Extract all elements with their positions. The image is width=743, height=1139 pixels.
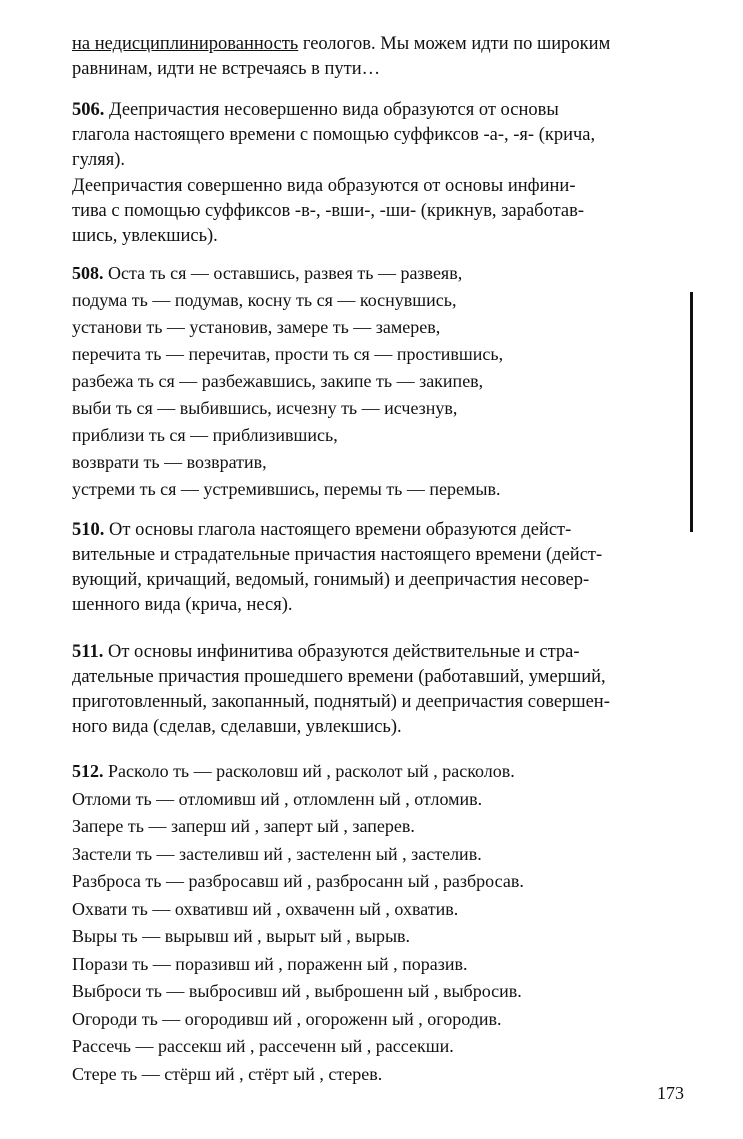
ex508-row: приблизи ть ся — приблизившись,: [72, 425, 338, 445]
ex510-line-3: вующий, кричащий, ведомый, гонимый) и деепричастия несовер-: [72, 570, 590, 590]
intro-line-1-rest: геологов. Мы можем идти по широким: [298, 34, 611, 54]
ex511-line-2: дательные причастия прошедшего времени (работавший, умерший,: [72, 667, 606, 687]
ex508-row: установи ть — установив, замере ть — замерев,: [72, 317, 441, 337]
ex508-row: устреми ть ся — устремившись, перемы ть — перемыв.: [72, 479, 501, 499]
ex508-row: разбежа ть ся — разбежавшись, закипе ть — закипев,: [72, 371, 484, 391]
exercise-508-list: [72, 260, 672, 503]
ex508-row: перечита ть — перечитав, прости ть ся — простившись,: [72, 344, 504, 364]
ex510-line-2: вительные и страдательные причастия настоящего времени (дейст-: [72, 545, 603, 565]
ex511-line-4: ного вида (сделав, сделавши, увлекшись).: [72, 717, 402, 737]
ex511-line-1-text: От основы инфинитива образуются действительные и стра-: [103, 642, 580, 662]
ex506-p2-line-3: шись, увлекшись).: [72, 226, 218, 246]
page-number: 173: [657, 1083, 684, 1103]
ex512-row: Застели ть — застеливш ий , застеленн ый , застелив.: [72, 843, 482, 864]
underlined-phrase: на недисциплинированность: [72, 34, 299, 54]
ex512-row: Разброса ть — разбросавш ий , разбросанн ый , разбросав.: [72, 871, 524, 891]
margin-bar: [690, 292, 693, 532]
ex512-row: Отломи ть — отломивш ий , отломленн ый , отломив.: [72, 788, 483, 809]
ex510-line-4: шенного вида (крича, неся).: [72, 595, 293, 615]
intro-line-1: [72, 32, 684, 57]
ex508-row-text: Оста ть ся — оставшись, развея ть — развеяв,: [103, 263, 463, 283]
intro-paragraph: [72, 32, 684, 82]
ex512-row: Выры ть — вырывш ий , вырыт ый , вырыв.: [72, 926, 411, 946]
exercise-506-paragraph-1: [72, 98, 684, 173]
ex508-row: [72, 260, 672, 287]
ex512-row-text: Расколо ть — расколовш ий , расколот ый , расколов.: [103, 761, 515, 781]
ex512-row: Охвати ть — охвативш ий , охваченн ый , охватив.: [72, 898, 459, 919]
ex511-line-1: [72, 640, 684, 665]
exercise-511-paragraph: [72, 640, 684, 740]
ex512-row: [72, 758, 672, 786]
ex506-p2-line-2: тива с помощью суффиксов -в-, -вши-, -ши- (крикнув, заработав-: [72, 201, 584, 221]
ex506-line-1-text: Деепричастия несовершенно вида образуются от основы: [104, 100, 559, 120]
ex512-row: Рассечь — рассекш ий , рассеченн ый , рассекши.: [72, 1036, 454, 1056]
exercise-506-paragraph-2: [72, 174, 684, 249]
ex512-row: Огороди ть — огородивш ий , огороженн ый , огородив.: [72, 1008, 502, 1029]
ex512-row: Запере ть — заперш ий , заперт ый , заперев.: [72, 816, 415, 836]
ex506-p2-line-1: Деепричастия совершенно вида образуются от основы инфини-: [72, 176, 576, 196]
ex512-row: Порази ть — поразивш ий , пораженн ый , поразив.: [72, 953, 468, 974]
exercise-512-list: [72, 758, 672, 1088]
exercise-506-number: 506.: [72, 100, 105, 120]
ex511-line-3: приготовленный, закопанный, поднятый) и деепричастия совершен-: [72, 692, 610, 712]
ex510-line-1-text: От основы глагола настоящего времени образуются дейст-: [104, 520, 572, 540]
ex508-row: подума ть — подумав, косну ть ся — коснувшись,: [72, 290, 457, 310]
ex512-row: Стере ть — стёрш ий , стёрт ый , стерев.: [72, 1063, 383, 1084]
exercise-508-number: 508.: [72, 263, 104, 283]
exercise-511-number: 511.: [72, 642, 104, 662]
intro-line-2: равнинам, идти не встречаясь в пути…: [72, 59, 381, 79]
ex508-row: возврати ть — возвратив,: [72, 452, 267, 472]
exercise-510-paragraph: [72, 518, 684, 618]
exercise-510-number: 510.: [72, 520, 105, 540]
ex510-line-1: [72, 518, 684, 543]
ex508-row: выби ть ся — выбившись, исчезну ть — исчезнув,: [72, 398, 458, 418]
ex512-row: Выброси ть — выбросивш ий , выброшенн ый , выбросив.: [72, 981, 522, 1001]
ex506-line-1: [72, 98, 684, 123]
ex506-line-2: глагола настоящего времени с помощью суффиксов -а-, -я- (крича,: [72, 125, 596, 145]
ex506-line-3: гуляя).: [72, 150, 126, 170]
exercise-512-number: 512.: [72, 761, 104, 781]
